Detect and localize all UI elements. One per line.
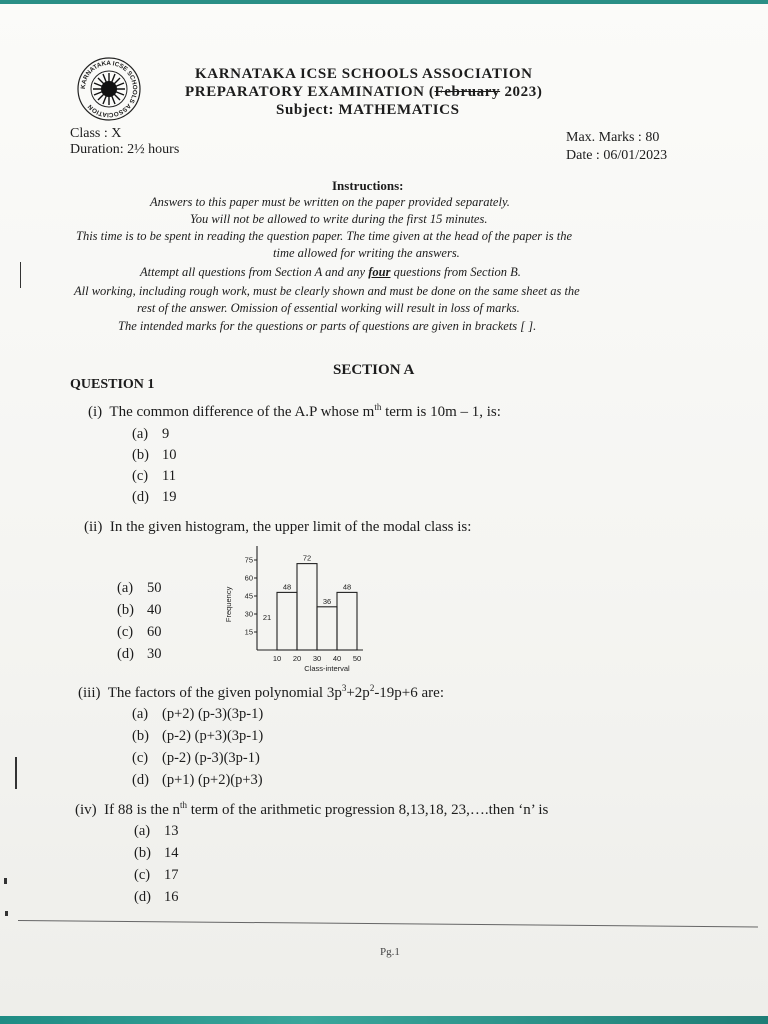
- y-tick-label: 30: [244, 609, 253, 619]
- bar-value-label: 72: [302, 553, 312, 563]
- instruction-line: This time is to be spent in reading the question paper. The time given at the head of the paper is the: [76, 229, 573, 243]
- histogram-bar: [337, 592, 357, 650]
- duration-label: Duration: 2½ hours: [70, 142, 180, 157]
- page-number: Pg.1: [380, 946, 400, 958]
- option-b: (b) 40: [117, 602, 162, 618]
- option-a: (a) 9: [132, 426, 170, 442]
- option-d: (d) 30: [117, 646, 162, 662]
- y-tick-label: 45: [244, 591, 253, 601]
- date-label: Date : 06/01/2023: [566, 148, 668, 163]
- exam-title: PREPARATORY EXAMINATION (February 2023): [185, 84, 543, 100]
- option-b: (b) 10: [132, 447, 177, 463]
- x-tick-label: 10: [272, 654, 282, 663]
- x-axis-label: Class-interval: [304, 664, 350, 673]
- bar-value-label: 48: [282, 582, 292, 592]
- x-tick-label: 20: [292, 654, 302, 663]
- instruction-line: The intended marks for the questions or parts of questions are given in brackets [ ].: [118, 319, 537, 333]
- question-i: (i) The common difference of the A.P whose $m^{th}$ term is 10m – 1, is:: [88, 402, 501, 420]
- bar-value-label: 36: [322, 596, 332, 606]
- option-c: (c) 11: [132, 468, 176, 484]
- scan-mark: [4, 878, 7, 884]
- subject-title: Subject: MATHEMATICS: [276, 102, 460, 118]
- scan-edge-bottom: [0, 1016, 768, 1024]
- histogram-bar: [317, 607, 337, 650]
- option-a: (a) 50: [117, 580, 162, 596]
- footer-rule: [18, 920, 758, 927]
- exam-month-struck: February: [434, 84, 501, 100]
- option-c: (c) 17: [134, 867, 179, 883]
- instruction-line: rest of the answer. Omission of essential working will result in loss of marks.: [137, 301, 520, 315]
- x-tick-label: 40: [332, 654, 342, 663]
- association-name: KARNATAKA ICSE SCHOOLS ASSOCIATION: [195, 66, 533, 82]
- bar-value-label: 48: [342, 582, 352, 592]
- instruction-line: Answers to this paper must be written on the paper provided separately.: [150, 195, 510, 209]
- x-tick-label: 50: [352, 654, 362, 663]
- question-iv: (iv) If 88 is the $n^{th}$ term of the arithmetic progression 8,13,18, 23,….then ‘n’ is: [75, 800, 549, 818]
- class-label: Class : X: [70, 126, 122, 141]
- x-tick-label: 30: [312, 654, 322, 663]
- option-a: (a) (p+2) (p-3)(3p-1): [132, 706, 264, 722]
- association-logo: [76, 56, 142, 122]
- svg-text:KARNATAKA ICSE SCHOOLS ASSOCIA: KARNATAKA ICSE SCHOOLS ASSOCIATION: [79, 59, 139, 119]
- option-d: (d) (p+1) (p+2)(p+3): [132, 772, 263, 788]
- option-b: (b) (p-2) (p+3)(3p-1): [132, 728, 264, 744]
- question-ii: (ii) In the given histogram, the upper limit of the modal class is:: [84, 519, 472, 535]
- four-emphasis: four: [368, 265, 391, 279]
- y-tick-label: 60: [244, 573, 253, 583]
- instructions-title: Instructions:: [332, 178, 404, 193]
- option-d: (d) 16: [134, 889, 179, 905]
- instruction-line: time allowed for writing the answers.: [273, 246, 460, 260]
- option-c: (c) 60: [117, 624, 162, 640]
- scan-mark: [5, 911, 8, 916]
- question-iii: (iii) The factors of the given polynomial $3p^3+2p^2-19p+6$ are:: [78, 683, 444, 701]
- scan-mark: [15, 757, 17, 789]
- y-axis-label: Frequency: [224, 586, 233, 623]
- instruction-line: All working, including rough work, must be clearly shown and must be done on the same sheet as the: [74, 284, 580, 298]
- option-a: (a) 13: [134, 823, 179, 839]
- max-marks-label: Max. Marks : 80: [566, 130, 660, 145]
- option-d: (d) 19: [132, 489, 177, 505]
- histogram-bar: [277, 592, 297, 650]
- scan-mark: [20, 262, 21, 288]
- scan-edge-top: [0, 0, 768, 4]
- instruction-line: You will not be allowed to write during the first 15 minutes.: [190, 212, 488, 226]
- instruction-line: Attempt all questions from Section A and any four questions from Section B.: [140, 265, 521, 279]
- option-b: (b) 14: [134, 845, 179, 861]
- histogram-chart: [215, 536, 375, 678]
- y-tick-label: 75: [244, 555, 253, 565]
- section-title: SECTION A: [333, 362, 415, 378]
- option-c: (c) (p-2) (p-3)(3p-1): [132, 750, 260, 766]
- histogram-bar: [297, 564, 317, 650]
- question-number: QUESTION 1: [70, 377, 155, 392]
- y-tick-label: 15: [244, 627, 253, 637]
- bar-value-label: 21: [262, 613, 272, 622]
